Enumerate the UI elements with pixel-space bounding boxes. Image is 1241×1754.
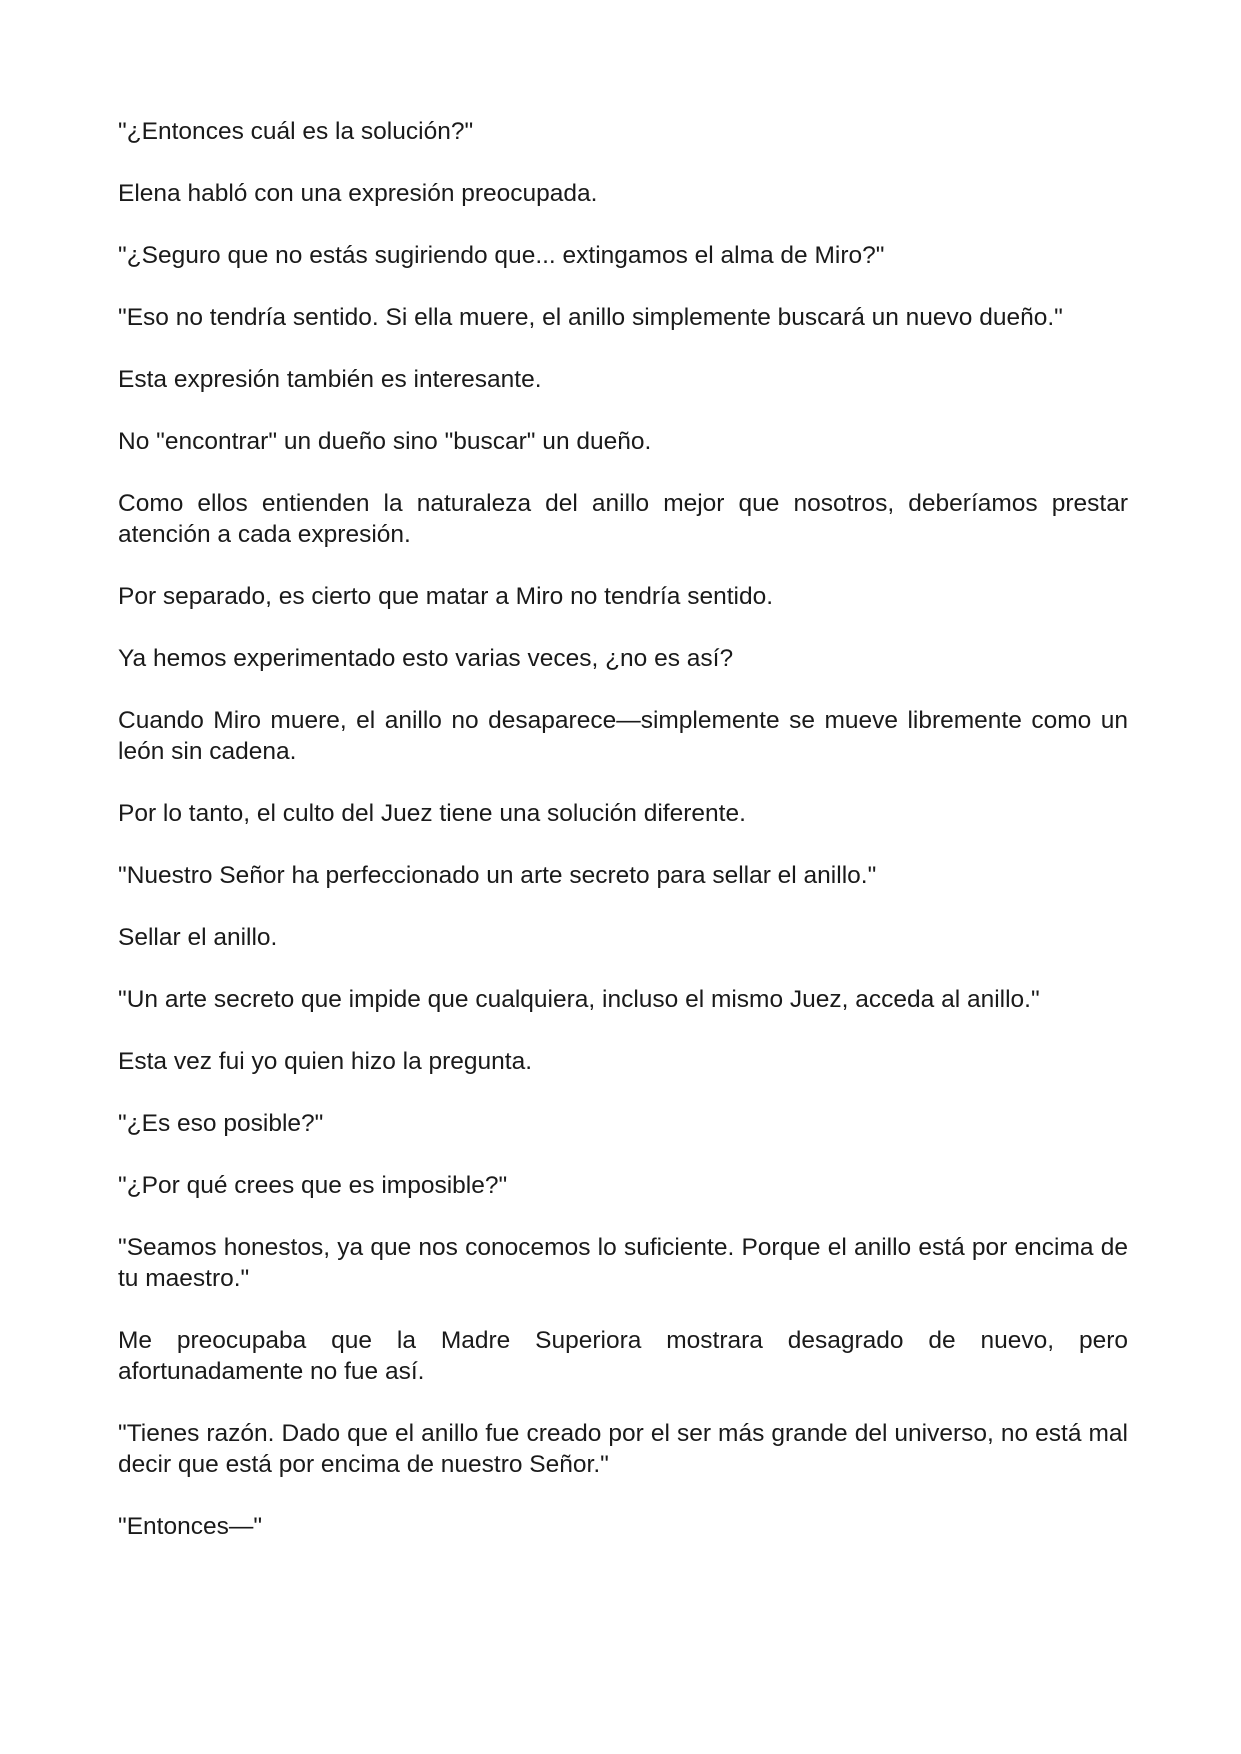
document-body: [118, 116, 1128, 1542]
paragraph: "¿Es eso posible?": [118, 1110, 324, 1137]
paragraph: Por separado, es cierto que matar a Miro no tendría sentido.: [118, 583, 774, 610]
paragraph: Por lo tanto, el culto del Juez tiene una solución diferente.: [118, 800, 746, 827]
paragraph: "Entonces—": [118, 1513, 263, 1540]
paragraph: "Tienes razón. Dado que el anillo fue creado por el ser más grande del universo, no está mal decir que está por encima de nuestro Señor.": [118, 1420, 1128, 1478]
paragraph: Como ellos entienden la naturaleza del anillo mejor que nosotros, deberíamos prestar atención a cada expresión.: [118, 490, 1128, 548]
paragraph: "Nuestro Señor ha perfeccionado un arte secreto para sellar el anillo.": [118, 862, 877, 889]
paragraph: "¿Por qué crees que es imposible?": [118, 1172, 508, 1199]
paragraph: "¿Entonces cuál es la solución?": [118, 118, 474, 145]
paragraph: Cuando Miro muere, el anillo no desaparece—simplemente se mueve libremente como un león sin cadena.: [118, 707, 1128, 765]
paragraph: Esta expresión también es interesante.: [118, 366, 542, 393]
paragraph: Esta vez fui yo quien hizo la pregunta.: [118, 1048, 533, 1075]
paragraph: Me preocupaba que la Madre Superiora mostrara desagrado de nuevo, pero afortunadamente no fue así.: [118, 1327, 1128, 1385]
paragraph: Elena habló con una expresión preocupada.: [118, 180, 598, 207]
paragraph: "Seamos honestos, ya que nos conocemos lo suficiente. Porque el anillo está por encima de tu maestro.": [118, 1234, 1128, 1292]
paragraph: No "encontrar" un dueño sino "buscar" un dueño.: [118, 428, 652, 455]
paragraph: Ya hemos experimentado esto varias veces, ¿no es así?: [118, 645, 734, 672]
paragraph: "¿Seguro que no estás sugiriendo que... extingamos el alma de Miro?": [118, 242, 885, 269]
paragraph: "Eso no tendría sentido. Si ella muere, el anillo simplemente buscará un nuevo dueño.": [118, 304, 1063, 331]
paragraph: Sellar el anillo.: [118, 924, 278, 951]
paragraph: "Un arte secreto que impide que cualquiera, incluso el mismo Juez, acceda al anillo.": [118, 986, 1040, 1013]
